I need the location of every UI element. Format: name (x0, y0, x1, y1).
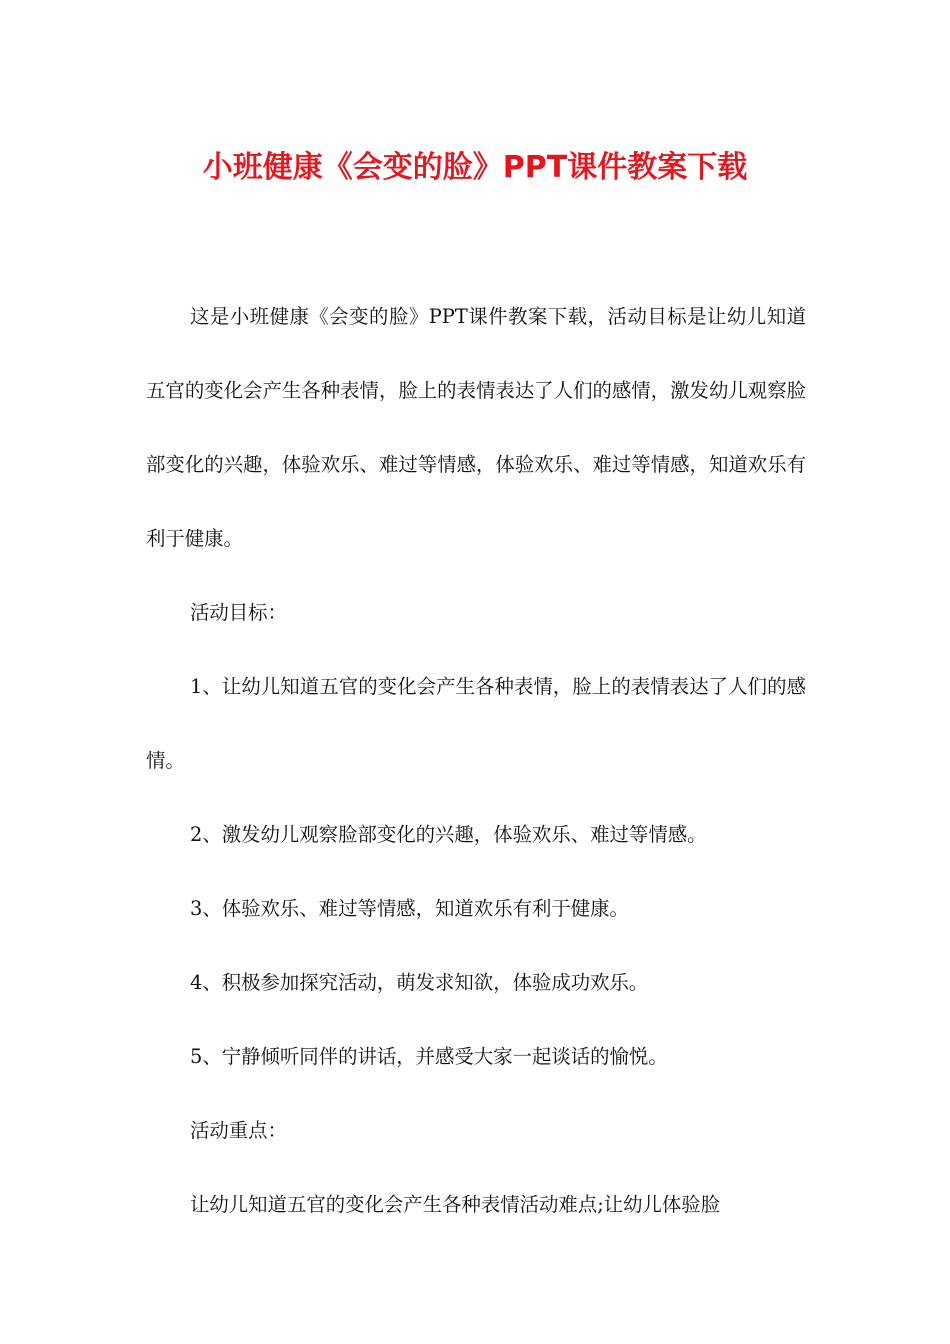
section-heading-focus: 活动重点： (190, 1119, 287, 1142)
document-body (146, 280, 806, 1242)
goal-item-5: 5、宁静倾听同伴的讲话，并感受大家一起谈话的愉悦。 (190, 1045, 668, 1068)
document-title: 小班健康《会变的脸》PPT课件教案下载 (202, 150, 748, 185)
focus-paragraph: 让幼儿知道五官的变化会产生各种表情活动难点;让幼儿体验脸 (190, 1193, 721, 1216)
section-heading-goals: 活动目标： (190, 601, 287, 624)
goal-item-1: 1、让幼儿知道五官的变化会产生各种表情，脸上的表情表达了人们的感情。 (146, 675, 806, 772)
goal-item-2: 2、激发幼儿观察脸部变化的兴趣，体验欢乐、难过等情感。 (190, 823, 707, 846)
goal-item-3: 3、体验欢乐、难过等情感，知道欢乐有利于健康。 (190, 897, 629, 920)
goal-item-4: 4、积极参加探究活动，萌发求知欲，体验成功欢乐。 (190, 971, 649, 994)
intro-paragraph: 这是小班健康《会变的脸》PPT课件教案下载，活动目标是让幼儿知道五官的变化会产生各种表情，脸上的表情表达了人们的感情，激发幼儿观察脸部变化的兴趣，体验欢乐、难过等情感，体验欢乐、难过等情感，知道欢乐有利于健康。 (146, 305, 806, 550)
